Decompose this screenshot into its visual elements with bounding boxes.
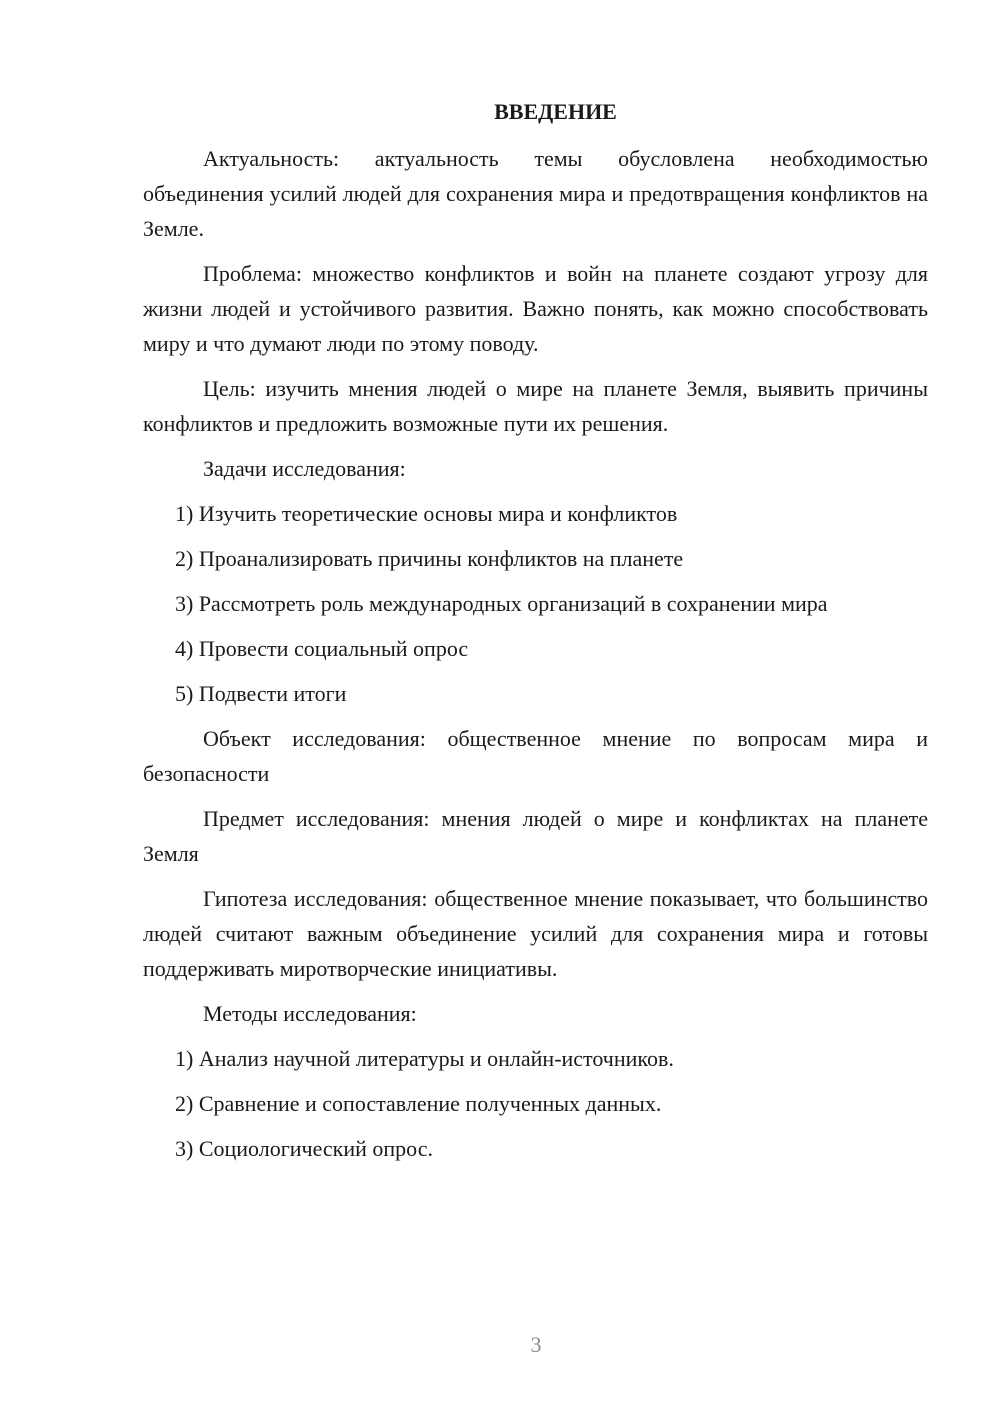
goal-paragraph: Цель: изучить мнения людей о мире на планете Земля, выявить причины конфликтов и предложить возможные пути их решения. [143, 376, 928, 436]
page-number: 3 [530, 1332, 542, 1357]
tasks-label: Задачи исследования: [203, 456, 406, 481]
tasks-list [143, 496, 928, 711]
list-item: 2) Сравнение и сопоставление полученных данных. [175, 1091, 662, 1116]
list-item: 4) Провести социальный опрос [175, 636, 469, 661]
list-item: 3) Рассмотреть роль международных организаций в сохранении мира [175, 591, 828, 616]
page-title: ВВЕДЕНИЕ [494, 99, 617, 124]
methods-list [143, 1041, 928, 1166]
list-item: 3) Социологический опрос. [175, 1136, 433, 1161]
list-item: 1) Изучить теоретические основы мира и конфликтов [175, 501, 678, 526]
page-content [143, 94, 928, 1176]
object-paragraph: Объект исследования: общественное мнение по вопросам мира и безопасности [143, 726, 928, 786]
list-item: 5) Подвести итоги [175, 681, 347, 706]
hypothesis-paragraph: Гипотеза исследования: общественное мнение показывает, что большинство людей считают важным объединение усилий для сохранения мира и готовы поддерживать миротворческие инициативы. [143, 886, 928, 981]
list-item: 2) Проанализировать причины конфликтов на планете [175, 546, 684, 571]
list-item: 1) Анализ научной литературы и онлайн-источников. [175, 1046, 674, 1071]
problem-paragraph: Проблема: множество конфликтов и войн на планете создают угрозу для жизни людей и устойчивого развития. Важно понять, как можно способствовать миру и что думают люди по этому поводу. [143, 261, 928, 356]
subject-paragraph: Предмет исследования: мнения людей о мире и конфликтах на планете Земля [143, 806, 928, 866]
methods-label: Методы исследования: [203, 1001, 417, 1026]
relevance-paragraph: Актуальность: актуальность темы обусловлена необходимостью объединения усилий людей для сохранения мира и предотвращения конфликтов на Земле. [143, 146, 928, 241]
